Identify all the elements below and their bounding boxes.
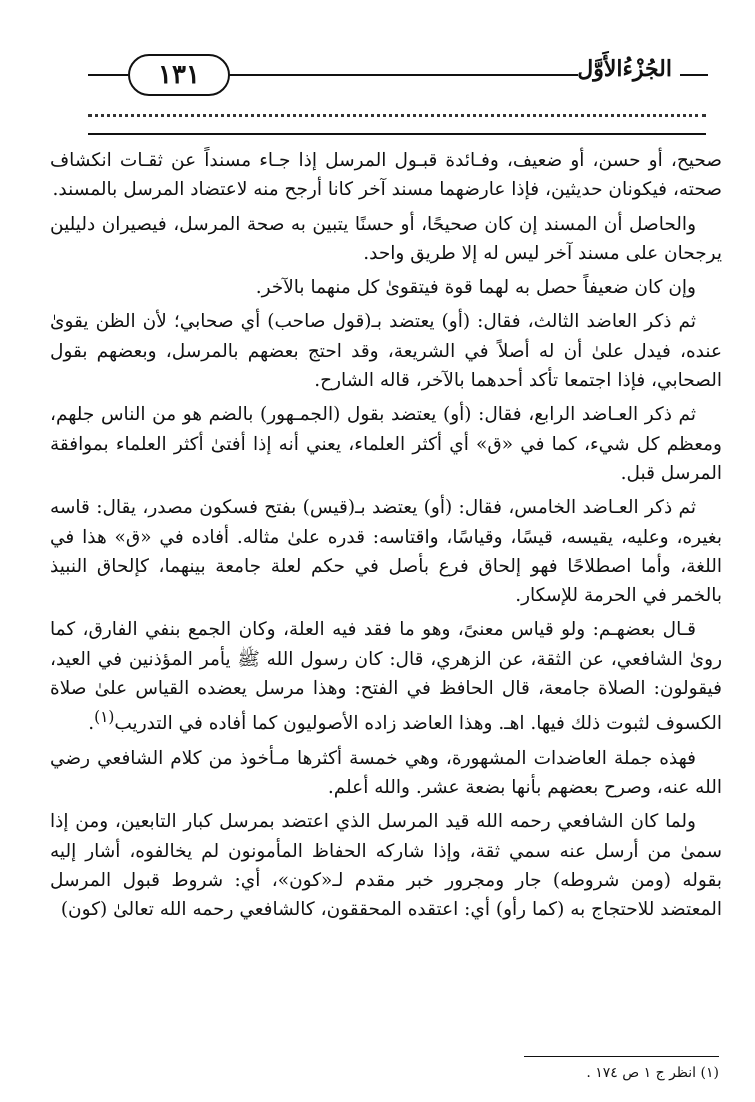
top-rule bbox=[88, 133, 706, 135]
page-number: ١٣١ bbox=[128, 54, 230, 96]
page-header bbox=[88, 50, 708, 100]
paragraph: ثم ذكر العـاضد الرابع، فقال: (أو) يعتضد بقول (الجمـهور) بالضم هو من الناس جلهم، ومعظم كل شيء، كما في «ق» أي أكثر العلماء، يعني أنه إذا أفتىٰ أكثر العلماء بموافقة المرسل قبل. bbox=[50, 404, 722, 484]
header-rule bbox=[88, 74, 128, 76]
paragraph: ثم ذكر العـاضد الخامس، فقال: (أو) يعتضد بـ(قيس) بفتح فسكون مصدر، يقال: قاسه بغيره، وعليه، يقيسه، قيسًا، وقياسًا، واقتاسه: قدره علىٰ مثاله. أفاده في «ق» هذا في اللغة، وأما اصطلاحًا فهو إلحاق فرع بأصل في حكم لعلة جامعة بينهما، كإلحاق النبيذ بالخمر في الحرمة للإسكار. bbox=[50, 497, 722, 607]
header-rule bbox=[680, 74, 708, 76]
paragraph-end: . bbox=[88, 713, 95, 735]
paragraph: والحاصل أن المسند إن كان صحيحًا، أو حسنًا يتبين به صحة المرسل، فيصيران دليلين يرجحان على مسند آخر ليس له إلا طريق واحد. bbox=[50, 213, 722, 264]
paragraph: صحيح، أو حسن، أو ضعيف، وفـائدة قبـول المرسل إذا جـاء مسنداً عن ثقـات انكشاف صحته، فيكونان حديثين، فإذا عارضهما مسند آخر كانا أرجح منه لاعتضاد المرسل بالمسند. bbox=[50, 150, 722, 201]
header-rule bbox=[228, 74, 578, 76]
main-text bbox=[50, 146, 722, 930]
paragraph: ولما كان الشافعي رحمه الله قيد المرسل الذي اعتضد بمرسل كبار التابعين، ومن إذا سمىٰ من أرسل عنه سمي ثقة، وإذا شاركه الحفاظ المأمونون لم يخالفوه، أشار إليه بقوله (ومن شروطه) جار ومجرور خبر مقدم لـ«كون»، أي: شروط قبول المرسل المعتضد للاحتجاج به (كما رأو) أي: اعتقده المحققون، كالشافعي رحمه الله تعالىٰ (كون) bbox=[50, 811, 722, 921]
paragraph-text: قـال بعضهـم: ولو قياس معنىً، وهو ما فقد فيه العلة، وكان الجمع بنفي الفارق، كما روىٰ الشافعي، عن الثقة، عن الزهري، قال: كان رسول الله ﷺ يأمر المؤذنين في العيد، فيقولون: الصلاة جامعة، قال الحافظ في الفتح: وهذا مرسل يعضده القياس علىٰ صلاة الكسوف لثبوت ذلك فيها. اهـ. وهذا العاضد زاده الأصوليون كما أفاده في التدريب bbox=[50, 619, 722, 735]
footnote-rule bbox=[524, 1056, 719, 1057]
paragraph: فهذه جملة العاضدات المشهورة، وهي خمسة أكثرها مـأخوذ من كلام الشافعي رضي الله عنه، وصرح بعضهم بأنها بضعة عشر. والله أعلم. bbox=[50, 747, 722, 799]
footnote: (١) انظر ج ١ ص ١٧٤ . bbox=[586, 1065, 719, 1081]
paragraph bbox=[50, 615, 722, 738]
dotted-divider bbox=[88, 100, 706, 117]
paragraph: ثم ذكر العاضد الثالث، فقال: (أو) يعتضد بـ(قول صاحب) أي صحابي؛ لأن الظن يقوىٰ عنده، فيدل علىٰ أن له أصلاً في الشريعة، وقد احتج بعضهم بالمرسل، وبعضهم بقول الصحابي، فإذا اجتمعا تأكد أحدهما بالآخر، قاله الشارح. bbox=[50, 311, 722, 392]
footnote-reference: (١) bbox=[94, 708, 115, 727]
paragraph: وإن كان ضعيفاً حصل به لهما قوة فيتقوىٰ كل منهما بالآخر. bbox=[255, 277, 696, 299]
running-title: الجُزْءُالأَوَّل bbox=[577, 56, 672, 82]
